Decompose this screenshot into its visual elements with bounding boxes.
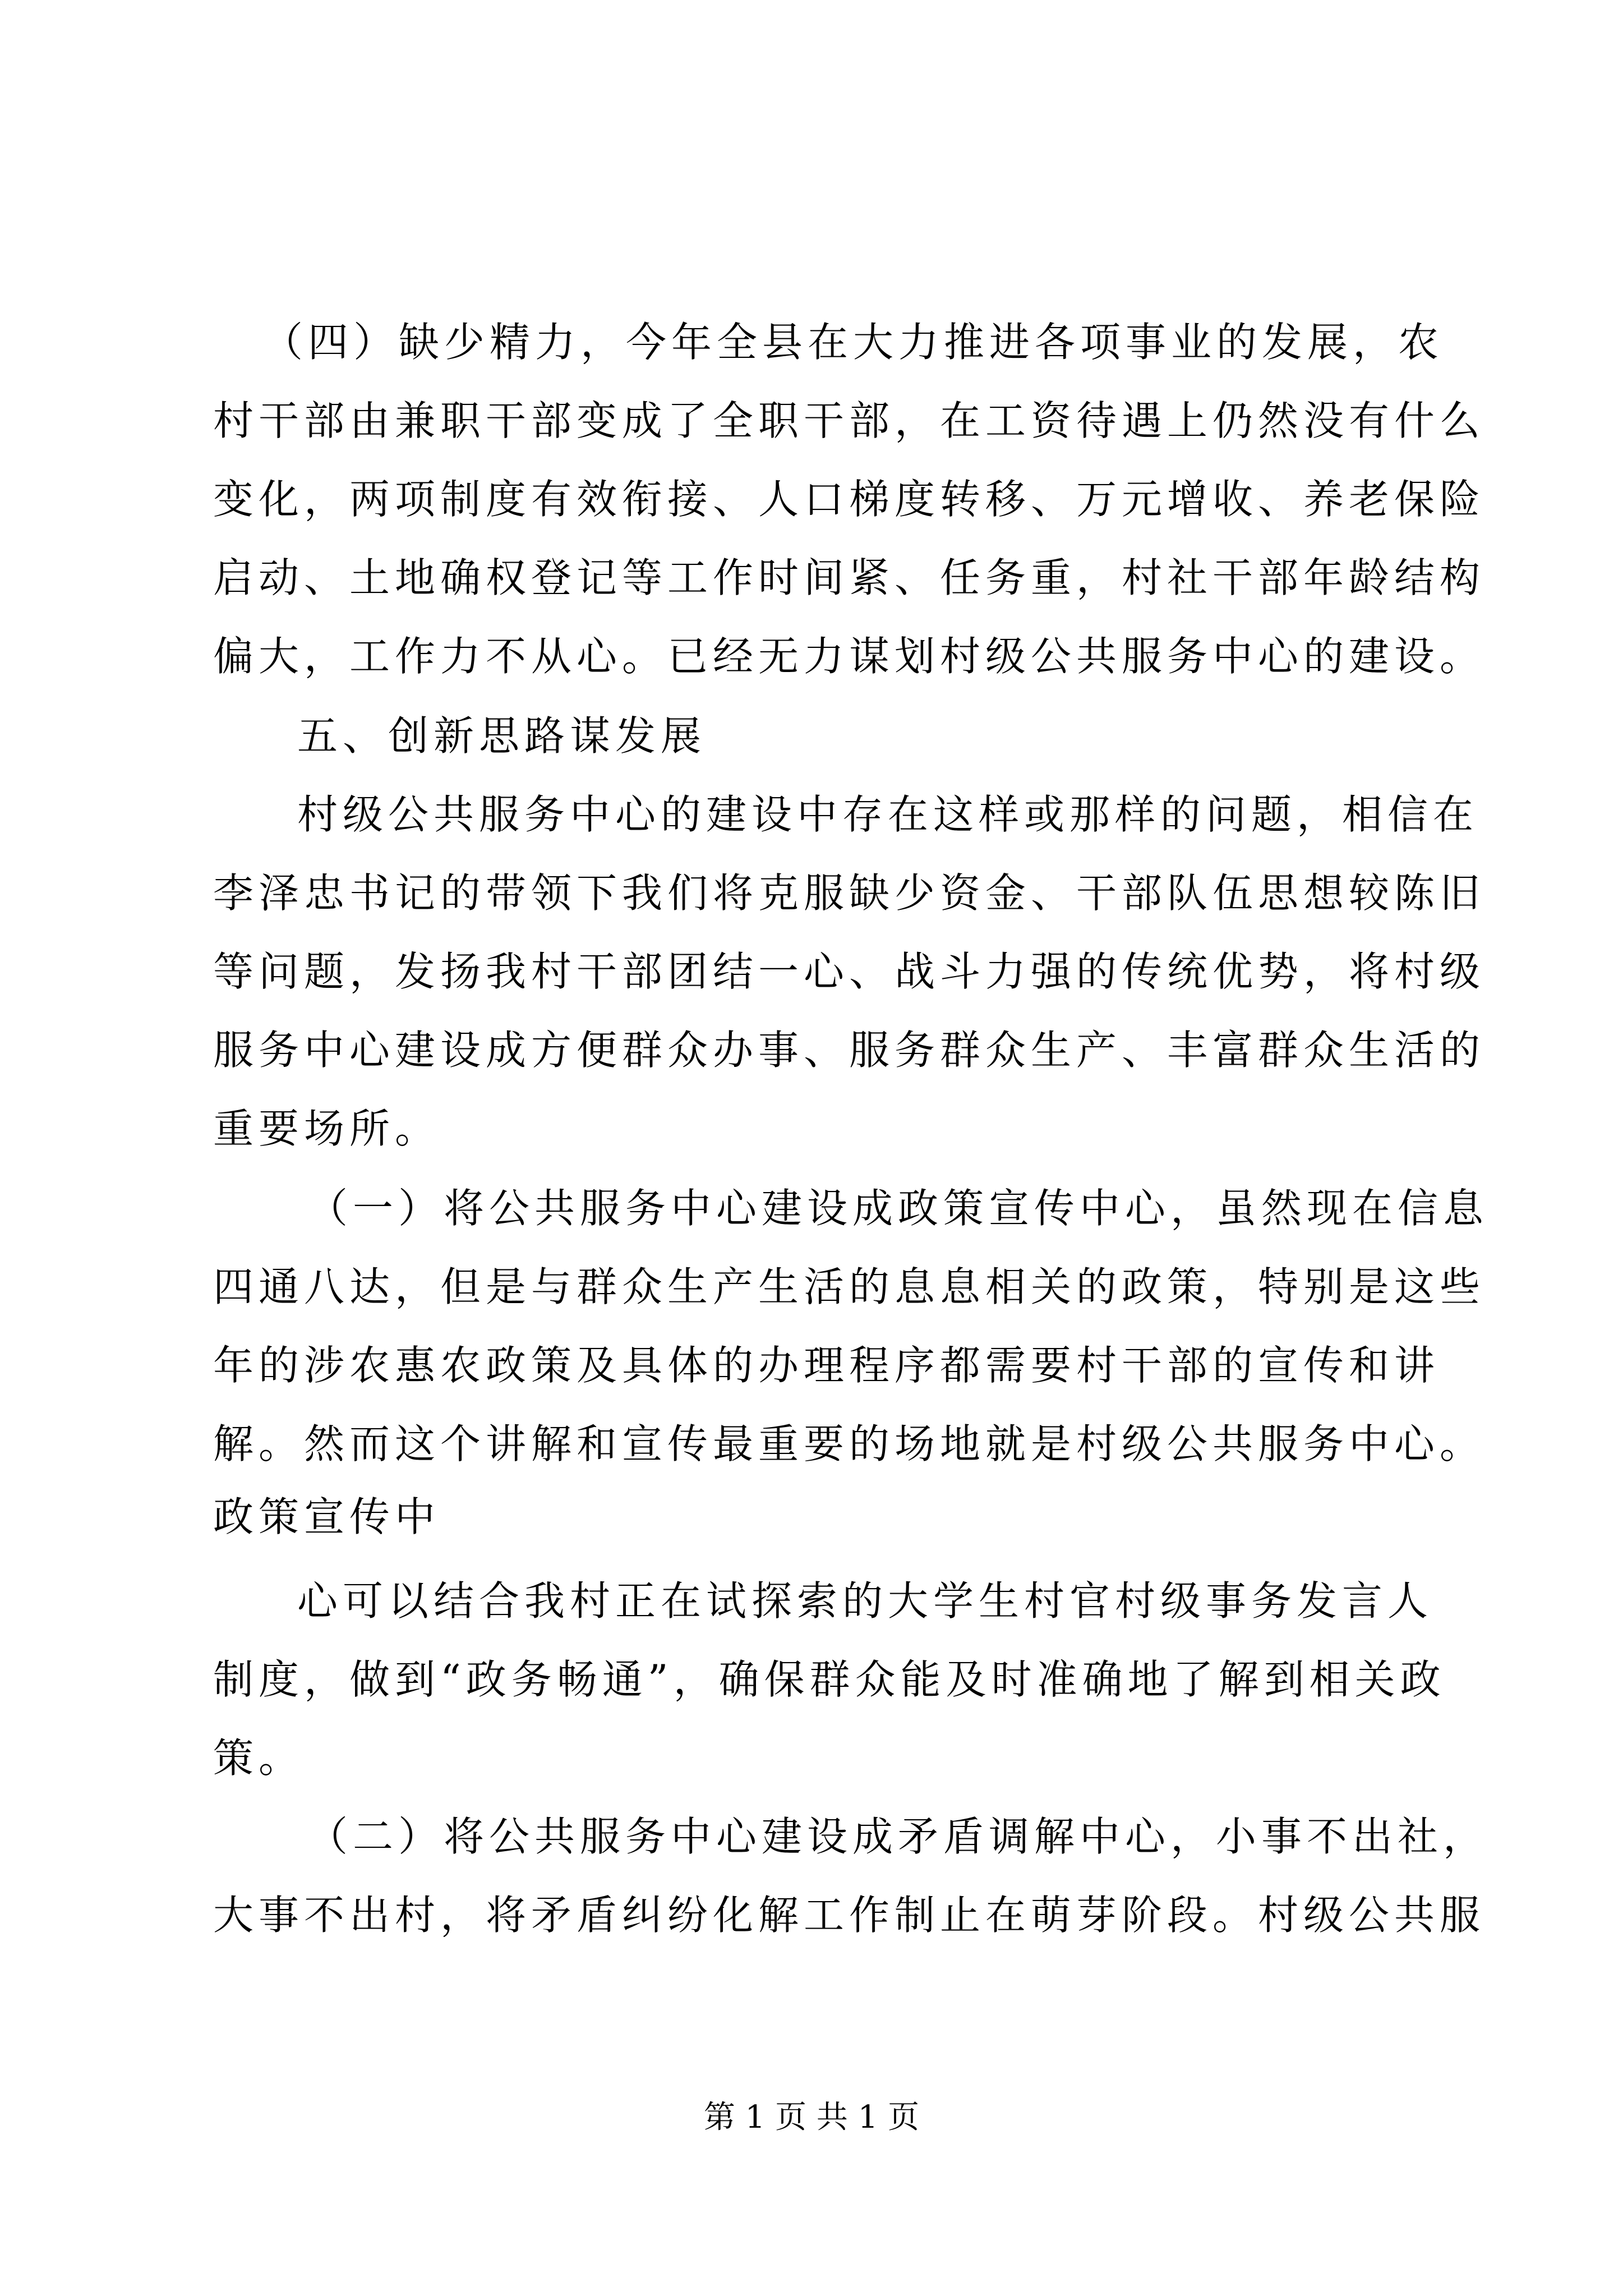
text-line-13: 四通八达，但是与群众生产生活的息息相关的政策，特别是这些 xyxy=(213,1263,1486,1310)
text-line-11: 重要场所。 xyxy=(213,1105,441,1152)
text-line-4: 启动、土地确权登记等工作时间紧、任务重，村社干部年龄结构 xyxy=(213,554,1486,601)
text-line-19: 策。 xyxy=(213,1734,305,1782)
text-line-16: 政策宣传中 xyxy=(213,1493,441,1540)
text-line-17: 心可以结合我村正在试探索的大学生村官村级事务发言人 xyxy=(297,1577,1433,1625)
text-line-21: 大事不出村，将矛盾纠纷化解工作制止在萌芽阶段。村级公共服 xyxy=(213,1892,1486,1939)
text-line-18: 制度，做到“政务畅通”，确保群众能及时准确地了解到相关政 xyxy=(213,1656,1446,1703)
page-footer: 第 1 页 共 1 页 xyxy=(703,2099,920,2136)
text-line-2: 村干部由兼职干部变成了全职干部，在工资待遇上仍然没有什么 xyxy=(213,397,1486,444)
text-line-8: 李泽忠书记的带领下我们将克服缺少资金、干部队伍思想较陈旧 xyxy=(213,869,1486,917)
section-heading: 五、创新思路谋发展 xyxy=(297,712,707,760)
text-line-7: 村级公共服务中心的建设中存在这样或那样的问题，相信在 xyxy=(297,791,1479,838)
text-line-9: 等问题，发扬我村干部团结一心、战斗力强的传统优势，将村级 xyxy=(213,948,1486,995)
text-line-14: 年的涉农惠农政策及具体的办理程序都需要村干部的宣传和讲 xyxy=(213,1342,1440,1389)
text-line-1: （四）缺少精力，今年全县在大力推进各项事业的发展，农 xyxy=(262,319,1444,366)
text-line-5: 偏大，工作力不从心。已经无力谋划村级公共服务中心的建设。 xyxy=(213,633,1486,680)
text-line-12: （一）将公共服务中心建设成政策宣传中心，虽然现在信息 xyxy=(307,1185,1489,1232)
text-line-20: （二）将公共服务中心建设成矛盾调解中心，小事不出社， xyxy=(307,1813,1489,1860)
text-line-3: 变化，两项制度有效衔接、人口梯度转移、万元增收、养老保险 xyxy=(213,476,1486,523)
text-line-15: 解。然而这个讲解和宣传最重要的场地就是村级公共服务中心。 xyxy=(213,1420,1486,1467)
text-line-10: 服务中心建设成方便群众办事、服务群众生产、丰富群众生活的 xyxy=(213,1027,1486,1074)
